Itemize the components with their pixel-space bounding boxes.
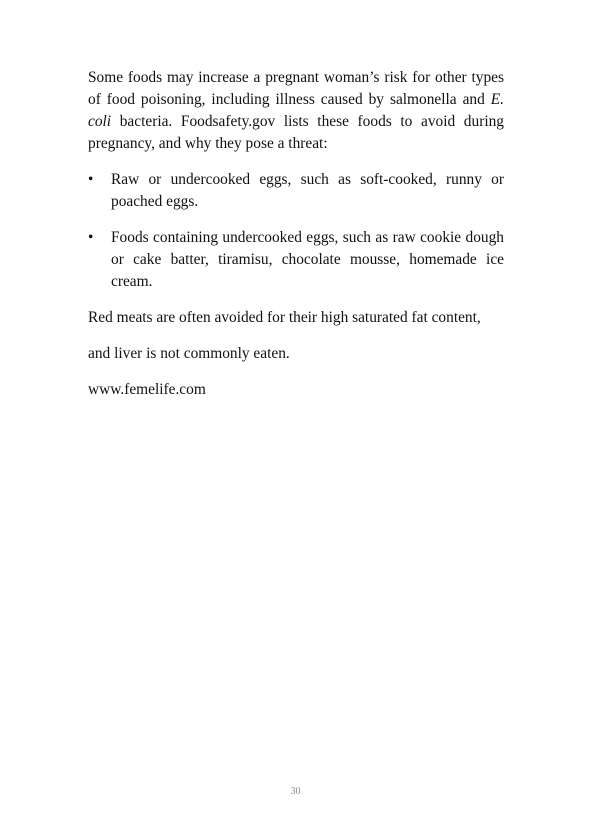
intro-italic-term: E. coli (88, 91, 504, 130)
page-content (88, 67, 504, 415)
intro-paragraph (88, 67, 504, 155)
foods-to-avoid-list (88, 169, 504, 293)
bullet-icon: • (88, 171, 94, 188)
list-item (88, 169, 504, 213)
website-text: www.femelife.com (88, 381, 206, 398)
list-item-text: Foods containing undercooked eggs, such as raw cookie dough or cake batter, tiramisu, chocolate mousse, homemade ice cream. (111, 229, 504, 290)
list-item-text: Raw or undercooked eggs, such as soft-cooked, runny or poached eggs. (111, 171, 504, 210)
list-item (88, 227, 504, 293)
red-meats-paragraph: Red meats are often avoided for their high saturated fat content, (88, 309, 481, 326)
intro-text-part1: Some foods may increase a pregnant woman’s risk for other types of food poisoning, including illness caused by salmonella and (88, 69, 504, 108)
bullet-icon: • (88, 229, 94, 246)
liver-paragraph: and liver is not commonly eaten. (88, 345, 290, 362)
page-number: 30 (290, 786, 301, 797)
intro-text-part2: bacteria. Foodsafety.gov lists these foods to avoid during pregnancy, and why they pose a threat: (88, 113, 504, 152)
